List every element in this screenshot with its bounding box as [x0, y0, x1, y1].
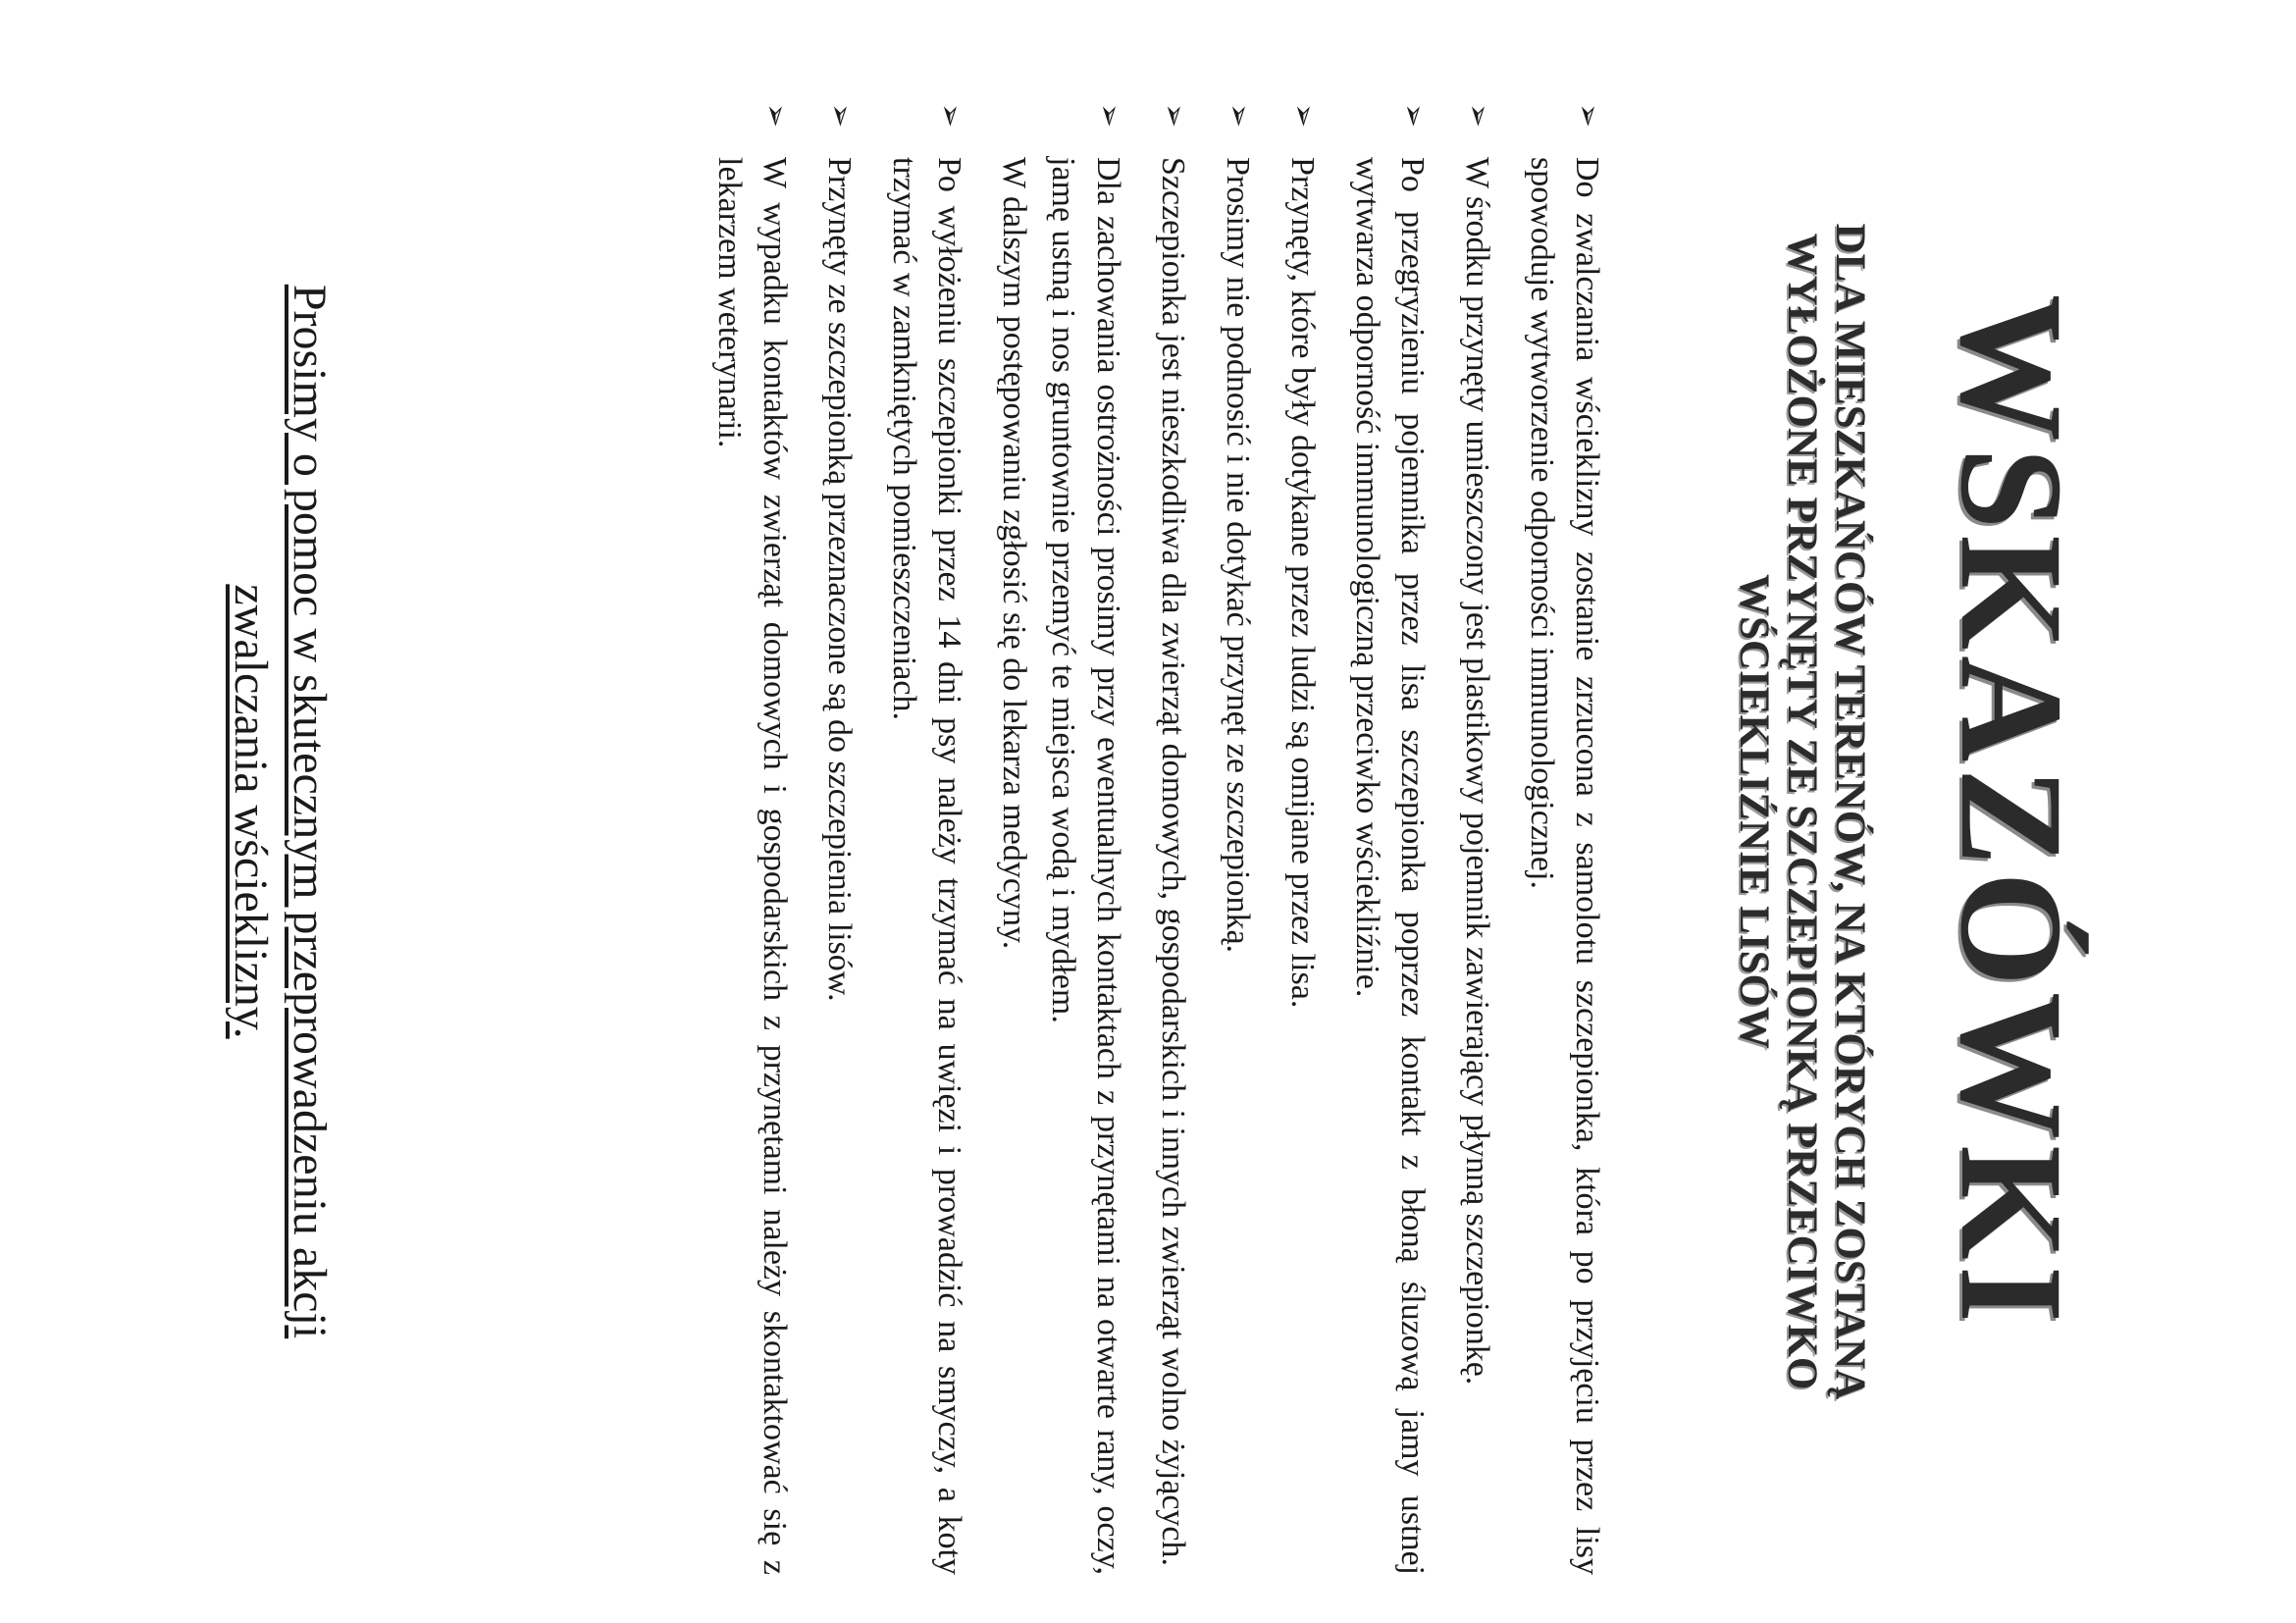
instruction-text: Do zwalczania wścieklizny zostanie zrzucona z samolotu szczepionka, która po przyjęciu przez lisy spowoduje wytworzenie odporności immunologicznej. — [1524, 157, 1605, 1575]
arrowhead-check-icon: ➢ — [1572, 103, 1604, 129]
closing-note-line: zwalczania wścieklizny. — [225, 584, 277, 1039]
instruction-text: Po wyłożeniu szczepionki przez 14 dni psy należy trzymać na uwięzi i prowadzić na smyczy, a koty trzymać w zamkniętych pomieszczeniach. — [886, 157, 967, 1575]
closing-note — [221, 177, 339, 1446]
document-subtitle — [1730, 157, 1874, 1466]
subtitle-line: DLA MIESZKAŃCÓW TERENÓW, NA KTÓRYCH ZOSTANĄ — [1827, 223, 1873, 1400]
instruction-item — [1215, 103, 1260, 1575]
subtitle-line: WYŁOŻONE PRZYNĘTY ZE SZCZEPIONKĄ PRZECIWKO — [1779, 233, 1825, 1390]
instruction-item — [1150, 103, 1195, 1575]
arrowhead-check-icon: ➢ — [1287, 103, 1320, 129]
instruction-text: W dalszym postępowaniu zgłosić się do lekarza medycyny. — [996, 157, 1032, 950]
instruction-text: Szczepionka jest nieszkodliwa dla zwierząt domowych, gospodarskich i innych zwierząt wolno żyjących. — [1155, 157, 1191, 1567]
arrowhead-check-icon: ➢ — [1462, 103, 1494, 129]
instruction-item — [1279, 103, 1325, 1575]
arrowhead-check-icon: ➢ — [1223, 103, 1255, 129]
instruction-item — [706, 103, 797, 1575]
arrowhead-check-icon: ➢ — [759, 103, 792, 129]
instruction-item — [881, 103, 971, 1575]
instruction-text: W środku przynęty umieszczony jest plastikowy pojemnik zawierający płynną szczepionkę. — [1459, 157, 1495, 1386]
arrowhead-check-icon: ➢ — [934, 103, 966, 129]
subtitle-line: WŚCIEKLIŹNIE LISÓW — [1731, 574, 1777, 1049]
instruction-list — [687, 103, 1609, 1575]
instruction-text: Przynęty ze szczepionką przeznaczone są do szczepienia lisów. — [821, 157, 858, 1002]
document-title: WSKAZÓWKI — [1930, 293, 2093, 1330]
instruction-text: Przynęty, które były dotykane przez ludzi są omijane przez lisa. — [1284, 157, 1321, 1009]
arrowhead-check-icon: ➢ — [1397, 103, 1430, 129]
arrowhead-check-icon: ➢ — [1158, 103, 1190, 129]
instruction-text: Prosimy nie podnosić i nie dotykać przynęt ze szczepionką. — [1220, 157, 1256, 954]
arrowhead-check-icon: ➢ — [1093, 103, 1125, 129]
arrowhead-check-icon: ➢ — [824, 103, 857, 129]
instruction-item — [816, 103, 861, 1575]
instruction-text: W wypadku kontaktów zwierząt domowych i gospodarskich z przynętami należy skontaktować się z lekarzem weterynarii. — [711, 157, 793, 1575]
instruction-item — [991, 103, 1130, 1575]
instruction-item — [1344, 103, 1435, 1575]
instruction-item — [1519, 103, 1609, 1575]
instruction-text: Po przegryzieniu pojemnika przez lisa szczepionka poprzez kontakt z błoną śluzową jamy ustnej wytwarza odporność immunologiczną przeciwko wściekliźnie. — [1349, 157, 1431, 1575]
instruction-item — [1454, 103, 1499, 1575]
closing-note-line: Prosimy o pomoc w skutecznym przeprowadzeniu akcji — [284, 284, 336, 1339]
instruction-text: Dla zachowania ostrożności prosimy przy ewentualnych kontaktach z przynętami na otwarte rany, oczy, jamę ustną i nos gruntownie przemyć te miejsca wodą i mydłem. — [1045, 157, 1126, 1575]
